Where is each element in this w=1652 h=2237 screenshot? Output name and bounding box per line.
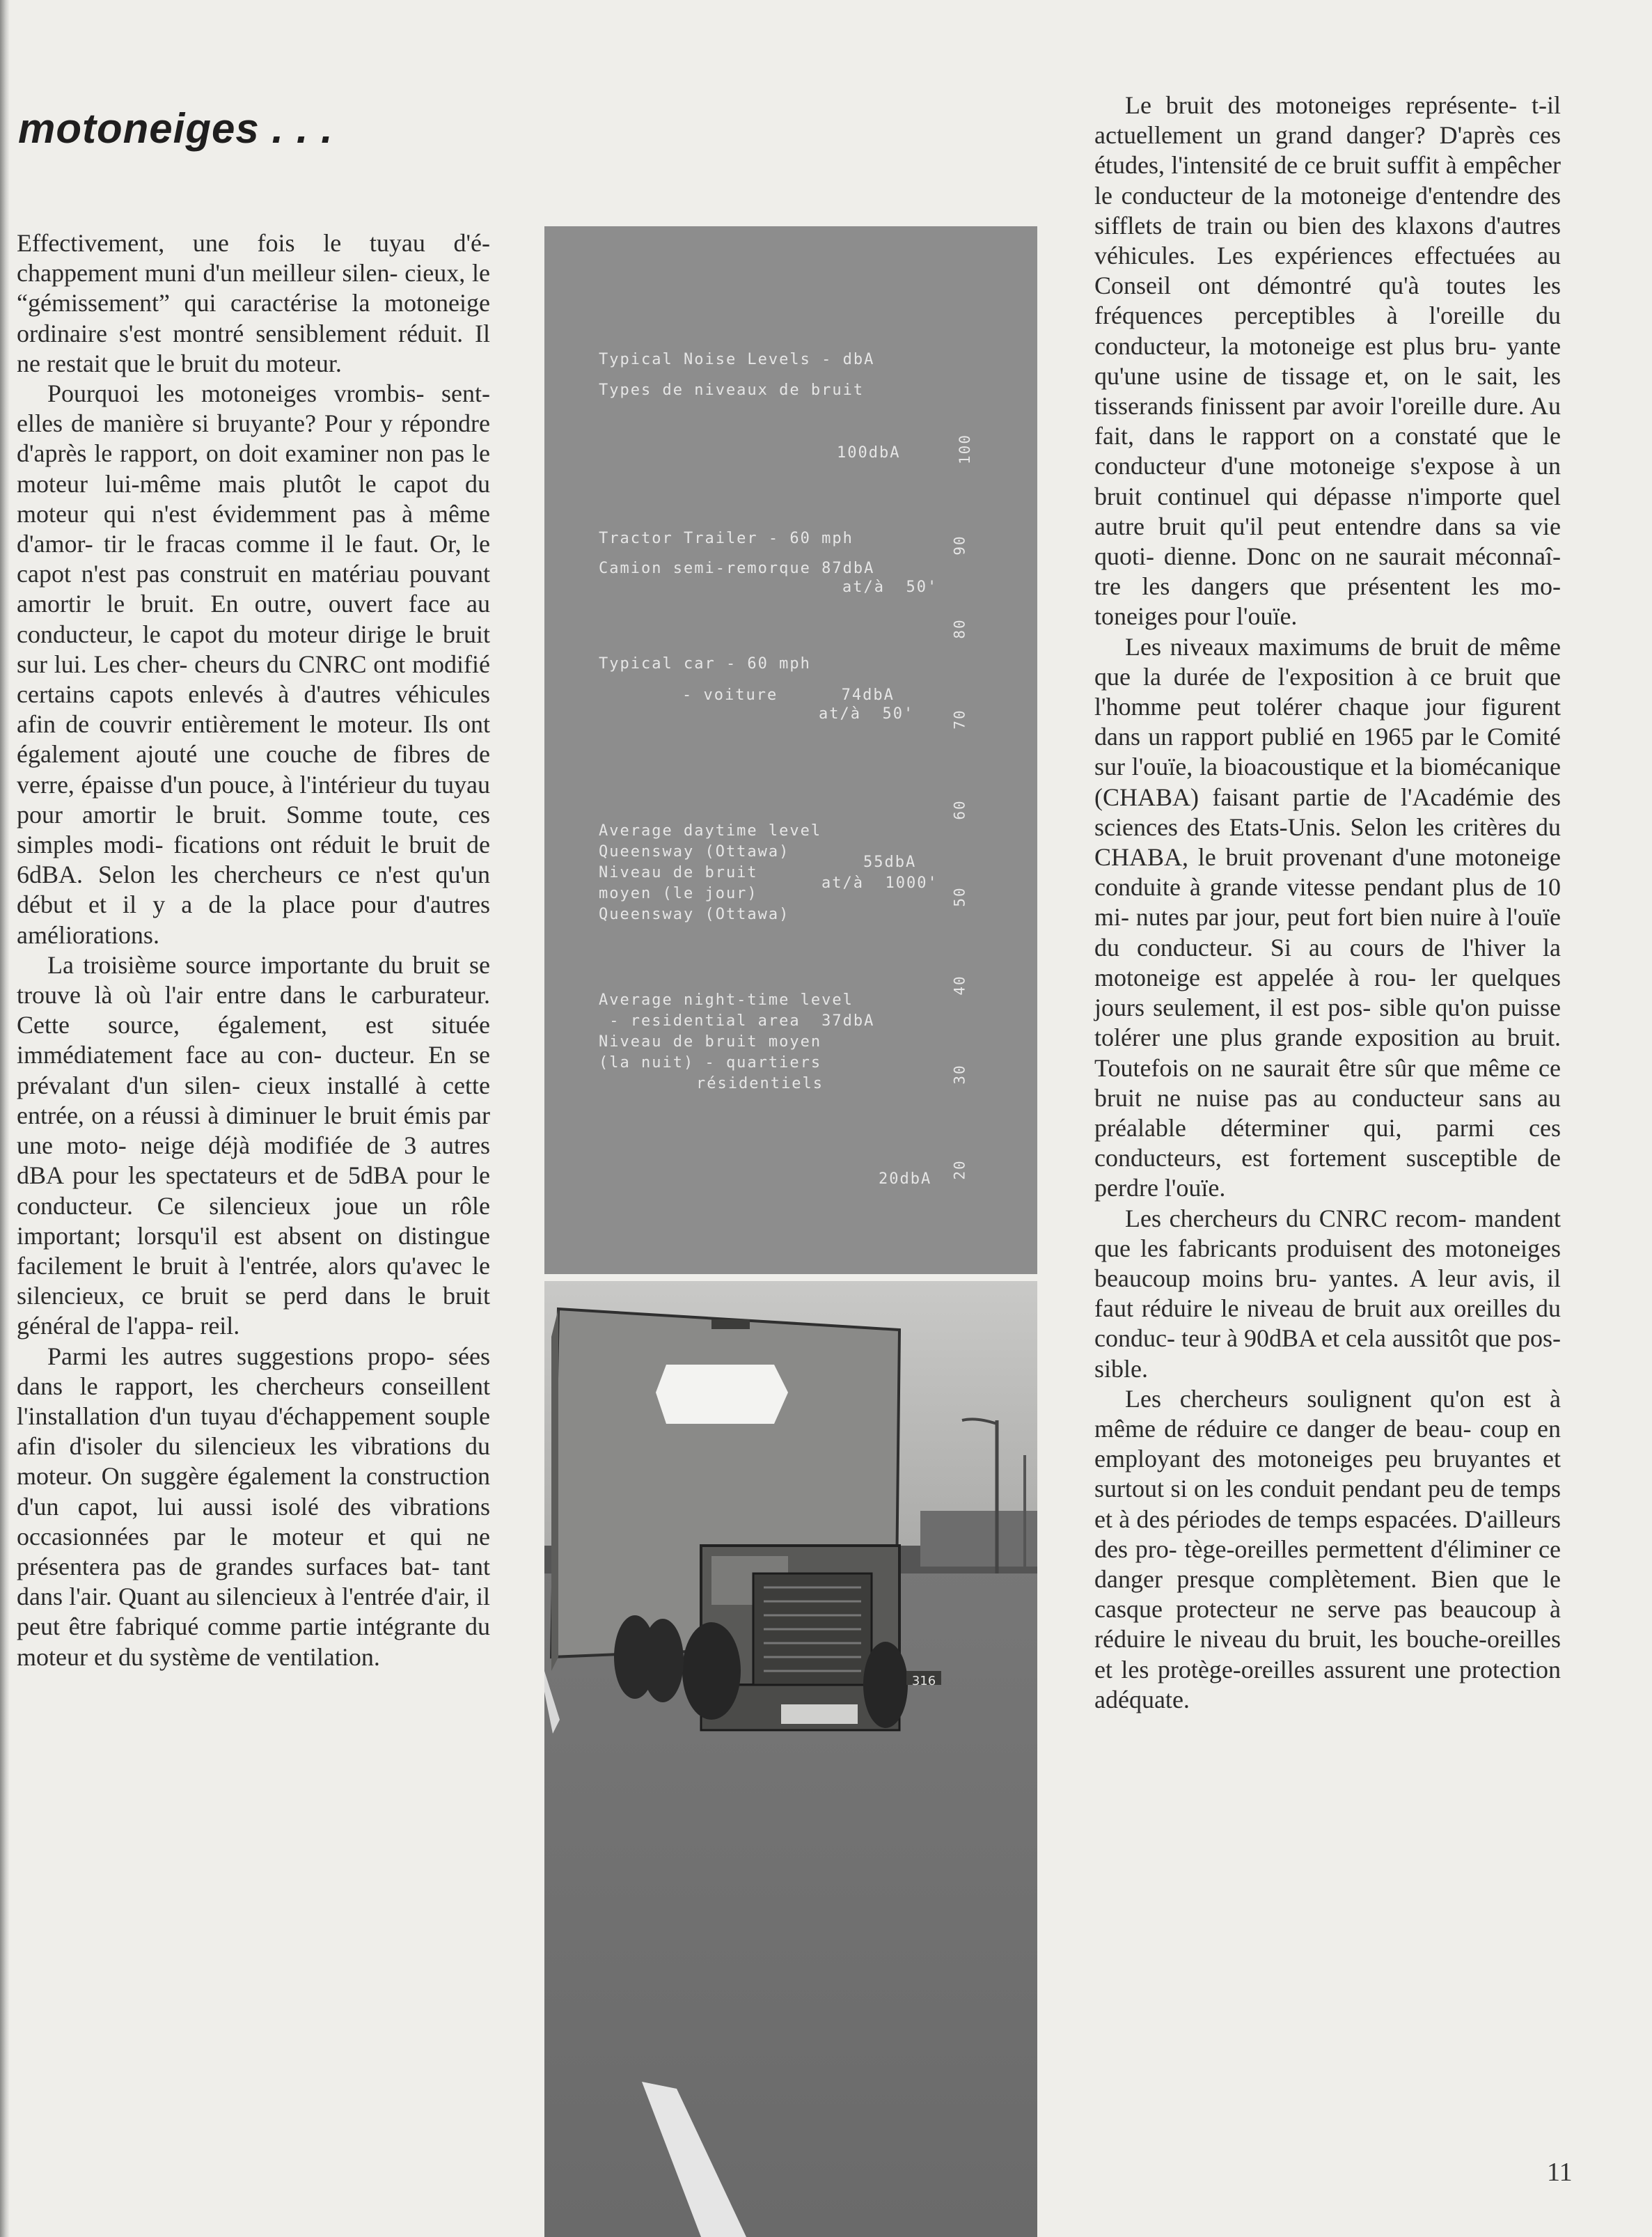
night-line-3: Niveau de bruit moyen xyxy=(599,1033,822,1051)
daytime-line-4: moyen (le jour) xyxy=(599,885,758,902)
truck-number: 316 xyxy=(911,1674,936,1688)
page-number: 11 xyxy=(1547,2158,1573,2187)
paragraph: Le bruit des motoneiges représente- t-il actuellement un grand danger? D'après ces études, l'intensité de ce bruit suffit à empêcher le conducteur de la motoneige d'entendre des sifflets de train ou bien des klaxons d'autres véhicules. Les expériences effectuées au Conseil ont démontré qu'à toutes les fréquences perceptibles à l'oreille du conducteur, la motoneige est plus bru- yante qu'une usine de tissage et, on le sait, les tisserands finissent par avoir l'oreille dure. Au fait, dans le rapport on a constaté que le conducteur d'une motoneige s'expose à un bruit continuel qui dépasse n'importe quel autre bruit qu'il peut entendre dans sa vie quoti- dienne. Donc on ne saurait méconnaî- tre les dangers que présentent les mo- toneiges pour l'ouïe. xyxy=(1094,91,1561,631)
level-100-label: 100dbA xyxy=(837,444,901,462)
noise-level-chart: Typical Noise Levels - dbA Types de niveaux de bruit 100dbA Tractor Trailer - 60 mph Camion semi-remorque 87dbA at/à 50' Typical car - 60 mph - voiture 74dbA at/à 50' Average daytime level Queensway (Ottawa) Niveau de bruit moyen (le jour) Queensway (Ottawa) 55dbA at/à 1000' Average night-time level - residential area 37dbA Niveau de bruit moyen (la nuit) - quartiers résidentiels 20dbA 100 90 80 70 60 50 40 30 20 xyxy=(544,226,1037,1274)
paragraph: Parmi les autres suggestions propo- sées dans le rapport, les chercheurs conseillent l'installation d'un tuyau d'échappement souple afin d'isoler du silencieux les vibrations du moteur. On suggère également la construction d'un capot, lui aussi isolé des vibrations occasionnées par le moteur et qui ne présentera pas de grandes surfaces bat- tant dans l'air. Quant au silencieux à l'entrée d'air, il peut être fabriqué comme partie intégrante du moteur et du système de ventilation. xyxy=(17,1342,490,1671)
paragraph: Les chercheurs soulignent qu'on est à même de réduire ce danger de beau- coup en employant des motoneiges peu bruyantes et surtout si on les conduit pendant peu de temps et à des périodes de temps espacées. D'ailleurs des pro- tège-oreilles permettent d'éliminer ce danger presque complètement. Bien que le casque protecteur ne serve pas beaucoup à réduire le niveau du bruit, les bouche-oreilles et les protège-oreilles assurent une protection adéquate. xyxy=(1094,1384,1561,1713)
paragraph: La troisième source importante du bruit se trouve là où l'air entre dans le carburateur. Cette source, également, est située immédiatement face au con- ducteur. En se prévalant d'un silen- cieux installé à cette entrée, on a réussi à diminuer le bruit émis par une moto- neige déjà modifiée de 3 autres dBA pour les spectateurs et de 5dBA pour le conducteur. Ce silencieux joue un rôle important; lorsqu'il est absent on distingue facilement le bruit à l'entrée, alors qu'avec le silencieux, ce bruit se perd dans le bruit général de l'appa- reil. xyxy=(17,950,490,1340)
car-label-fr: - voiture 74dbA xyxy=(682,686,895,704)
truck-photo xyxy=(544,1281,1037,2237)
page-spine-edge xyxy=(0,0,10,2237)
truck-label-en: Tractor Trailer - 60 mph xyxy=(599,530,853,547)
daytime-value: 55dbA xyxy=(863,854,917,871)
night-line-2: - residential area 37dbA xyxy=(599,1012,875,1030)
paragraph: Les chercheurs du CNRC recom- mandent que les fabricants produisent des motoneiges beaucoup moins bru- yantes. A leur avis, il faut réduire le niveau de bruit aux oreilles du conduc- teur à 90dBA et cela aussitôt que pos- sible. xyxy=(1094,1204,1561,1383)
car-distance: at/à 50' xyxy=(819,705,915,723)
section-heading: motoneiges . . . xyxy=(18,105,333,152)
daytime-distance: at/à 1000' xyxy=(821,874,938,892)
chart-title-en: Typical Noise Levels - dbA xyxy=(599,351,875,368)
daytime-line-1: Average daytime level xyxy=(599,822,822,840)
level-20-label: 20dbA xyxy=(879,1170,932,1188)
night-line-4: (la nuit) - quartiers xyxy=(599,1054,822,1072)
left-text-column xyxy=(17,228,490,1672)
paragraph: Pourquoi les motoneiges vrombis- sent-elles de manière si bruyante? Pour y répondre d'après le rapport, on doit examiner non pas le moteur lui-même mais plutôt le capot du moteur qui n'est évidemment pas à même d'amor- tir le fracas comme il le faut. Or, le capot n'est pas construit en matériau pouvant amortir le bruit. En outre, ouvert face au conducteur, le capot du moteur dirige le bruit sur lui. Les cher- cheurs du CNRC ont modifié certains capots enlevés à d'autres véhicules afin de couvrir entièrement le moteur. Ils ont également ajouté une couche de fibres de verre, épaisse d'un pouce, à l'intérieur du tuyau pour amortir le bruit. Somme toute, ces simples modi- fications ont réduit le bruit de 6dBA. Selon les chercheurs ce n'est qu'un début et il y a de la place pour d'autres améliorations. xyxy=(17,379,490,949)
paragraph: Les niveaux maximums de bruit de même que la durée de l'exposition à ce bruit que l'homme peut tolérer chaque jour figurent dans un rapport publié en 1965 par le Comité sur l'ouïe, la bioacoustique et la biomécanique (CHABA) faisant partie de l'Académie des sciences des Etats-Unis. Selon les critères du CHABA, le bruit provenant d'une motoneige conduite à grande vitesse pendant plus de 10 mi- nutes par jour, peut fort bien nuire à l'ouïe du conducteur. Si au cours de l'hiver la motoneige est appelée à rou- ler quelques jours seulement, il est pos- sible qu'on puisse tolérer une plus grande exposition au bruit. Toutefois on ne saurait être sûr que même ce bruit ne nuise pas au conducteur sans au préalable déterminer qui, parmi ces conducteurs, est fortement susceptible de perdre l'ouïe. xyxy=(1094,632,1561,1202)
chart-title-fr: Types de niveaux de bruit xyxy=(599,382,865,399)
car-label-en: Typical car - 60 mph xyxy=(599,655,811,673)
paragraph: Effectivement, une fois le tuyau d'é- chappement muni d'un meilleur silen- cieux, le “gémissement” qui caractérise la motoneige ordinaire s'est montré sensiblement réduit. Il ne restait que le bruit du moteur. xyxy=(17,229,490,377)
right-text-column xyxy=(1094,91,1561,1715)
daytime-line-3: Niveau de bruit xyxy=(599,864,758,881)
truck-illustration xyxy=(544,1281,1037,2237)
daytime-line-5: Queensway (Ottawa) xyxy=(599,906,790,923)
truck-label-fr: Camion semi-remorque 87dbA xyxy=(599,560,875,577)
night-line-1: Average night-time level xyxy=(599,991,853,1009)
night-line-5: résidentiels xyxy=(696,1075,824,1092)
truck-distance: at/à 50' xyxy=(842,579,938,596)
daytime-line-2: Queensway (Ottawa) xyxy=(599,843,790,861)
